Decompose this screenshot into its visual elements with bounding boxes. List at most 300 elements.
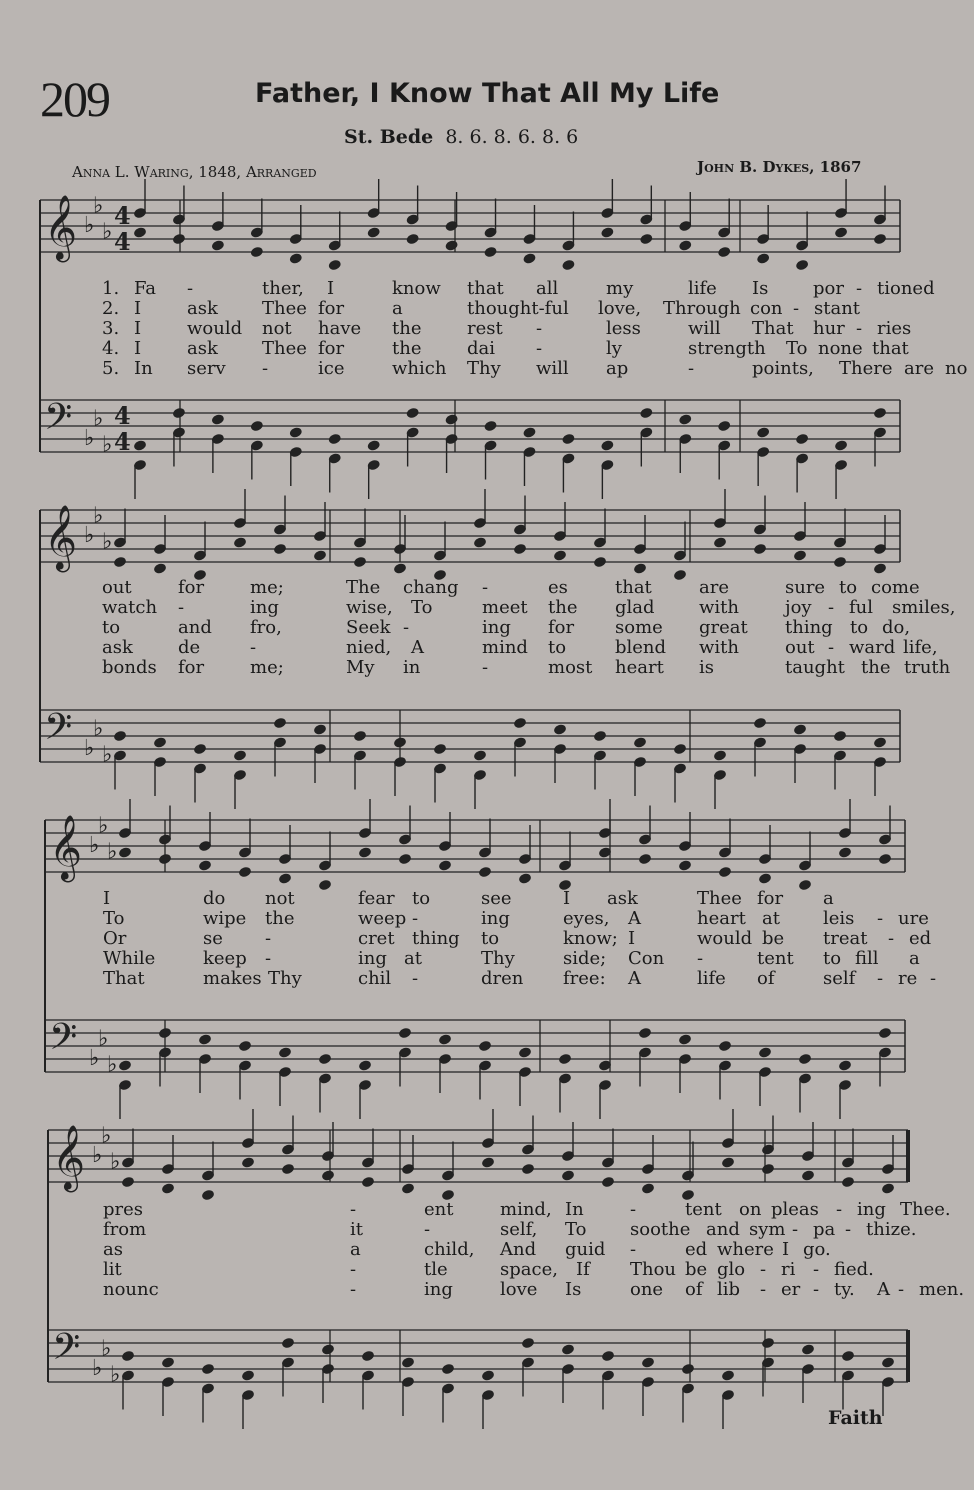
note-head [118,846,132,859]
note-head [561,433,575,446]
note-head [793,723,807,736]
lyric-syllable: I [134,338,142,359]
lyric-syllable: ful [849,597,874,618]
note-head [878,853,892,866]
lyric-syllable: - [760,1279,767,1300]
flat-icon: ♭ [107,1052,118,1078]
bass-clef-icon: 𝄢 [52,1326,81,1377]
lyric-syllable: men. [919,1279,965,1300]
note-head [133,226,147,239]
lyric-syllable: life [697,968,726,989]
flat-icon: ♭ [84,523,95,548]
flat-icon: ♭ [84,213,95,238]
lyric-syllable: - [813,1259,820,1280]
note-head [113,556,127,569]
flat-icon: ♭ [93,503,104,529]
lyric-syllable: ri [781,1259,796,1280]
note-head [321,1343,335,1356]
lyric-syllable: lib [717,1279,741,1300]
lyric-syllable: My [346,657,375,678]
treble-clef-icon: 𝄞 [49,815,83,880]
lyric-syllable: dai [467,338,496,359]
lyric-syllable: ly [606,338,622,359]
lyric-syllable: A [411,637,424,658]
note-head [638,853,652,866]
lyric-syllable: cret [358,928,395,949]
lyric-syllable: sure [785,577,826,598]
lyric-syllable: not [265,888,295,909]
lyric-syllable: life [688,278,717,299]
lyric-syllable: ask [187,338,218,359]
lyric-syllable: fill [855,948,879,969]
lyric-syllable: most [548,657,593,678]
lyric-syllable: tent [757,948,794,969]
note-head [233,749,247,762]
lyric-syllable: 3. [102,318,120,339]
lyric-syllable: - [265,928,272,949]
flat-icon: ♭ [98,1026,109,1052]
note-head [238,866,252,879]
note-head [473,536,487,549]
note-head [600,226,614,239]
lyric-syllable: To [786,338,808,359]
treble-clef-icon: 𝄞 [44,195,78,260]
lyric-syllable: To [411,597,433,618]
lyric-syllable: heart [697,908,746,929]
lyric-syllable: 5. [102,358,120,379]
lyric-syllable: - [828,597,835,618]
lyric-syllable: fro, [250,617,282,638]
lyric-syllable: in [403,657,421,678]
note-head [841,1350,855,1363]
lyric-syllable: serv [187,358,226,379]
flat-icon: ♭ [93,406,104,432]
lyric-syllable: - [403,617,410,638]
flat-icon: ♭ [107,839,118,865]
lyric-syllable: I [103,888,111,909]
lyric-syllable: ing [482,617,511,638]
lyric-syllable: ice [318,358,345,379]
lyric-syllable: sym [749,1219,786,1240]
lyric-syllable: would [697,928,753,949]
lyric-syllable: es [548,577,568,598]
note-head [834,439,848,452]
lyric-syllable: There [839,358,893,379]
lyric-syllable: the [392,338,422,359]
note-head [561,1343,575,1356]
note-head [250,420,264,433]
note-head [521,1337,535,1350]
lyric-syllable: none [818,338,863,359]
note-head [398,1027,412,1040]
time-signature: 4 [114,427,131,456]
note-head [593,730,607,743]
lyric-syllable: ed [909,928,932,949]
note-head [318,1053,332,1066]
lyric-syllable: Is [752,278,769,299]
note-head [553,723,567,736]
hymn-number: 209 [40,71,109,127]
note-head [713,749,727,762]
lyric-syllable: for [318,298,345,319]
lyric-syllable: - [845,1219,852,1240]
treble-clef-icon: 𝄞 [52,1125,86,1190]
flat-icon: ♭ [101,1336,112,1362]
lyric-syllable: from [103,1219,147,1240]
note-head [158,853,172,866]
note-head [438,1033,452,1046]
lyric-syllable: Thy [481,948,515,969]
lyric-syllable: thought-ful [467,298,569,319]
note-head [633,562,647,575]
lyric-syllable: To [565,1219,587,1240]
lyric-syllable: - [888,928,895,949]
note-head [717,246,731,259]
note-head [841,1176,855,1189]
time-signature: 4 [114,227,131,256]
note-head [718,866,732,879]
lyric-syllable: thing [785,617,833,638]
note-head [678,413,692,426]
lyric-syllable: - [262,358,269,379]
lyric-syllable: is [699,657,714,678]
lyric-syllable: - [793,298,800,319]
note-head [481,1369,495,1382]
note-head [833,556,847,569]
lyric-syllable: self [823,968,856,989]
note-head [718,1040,732,1053]
lyric-syllable: know [392,278,441,299]
note-head [721,1369,735,1382]
lyric-syllable: truth [904,657,951,678]
lyric-syllable: - [856,318,863,339]
note-head [250,246,264,259]
note-head [444,239,458,252]
note-head [401,1356,415,1369]
note-head [433,743,447,756]
lyric-syllable: do, [882,617,911,638]
lyric-syllable: The [346,577,381,598]
lyric-syllable: one [630,1279,664,1300]
lyric-syllable: Fa [134,278,156,299]
note-head [367,439,381,452]
bass-clef-icon: 𝄢 [44,396,73,447]
note-head [405,233,419,246]
lyric-syllable: know; [563,928,618,949]
lyric-syllable: a [909,948,920,969]
note-head [278,872,292,885]
flat-icon: ♭ [102,529,113,555]
note-head [873,736,887,749]
lyric-syllable: Thy [268,968,302,989]
note-head [513,717,527,730]
lyric-syllable: While [103,948,156,969]
lyric-syllable: dren [481,968,524,989]
flat-icon: ♭ [93,716,104,742]
lyric-syllable: soothe [630,1219,691,1240]
lyric-syllable: for [178,657,205,678]
words-credit: Anna L. Waring, 1848, Arranged [72,163,317,181]
note-head [328,259,342,272]
lyric-syllable: pa [813,1219,836,1240]
lyric-syllable: - [536,338,543,359]
note-head [473,749,487,762]
note-head [641,1182,655,1195]
lyric-syllable: - [350,1199,357,1220]
lyric-syllable: to [412,888,431,909]
note-head [678,859,692,872]
note-head [593,556,607,569]
note-head [172,233,186,246]
lyric-syllable: ing [857,1199,886,1220]
note-head [798,879,812,892]
lyric-syllable: mind, [500,1199,552,1220]
note-head [241,1156,255,1169]
note-head [211,413,225,426]
note-head [553,549,567,562]
lyric-syllable: great [699,617,748,638]
lyric-syllable: - [877,968,884,989]
note-head [233,536,247,549]
note-head [193,743,207,756]
note-head [367,226,381,239]
lyric-syllable: wise, [346,597,393,618]
lyric-syllable: with [699,597,739,618]
lyric-syllable: a [350,1239,361,1260]
lyric-syllable: child, [424,1239,475,1260]
note-head [753,717,767,730]
note-head [273,717,287,730]
note-head [361,1350,375,1363]
lyric-syllable: with [699,637,739,658]
lyric-syllable: That [103,968,145,989]
note-head [121,1350,135,1363]
lyric-syllable: That [752,318,794,339]
lyric-syllable: that [467,278,504,299]
note-head [281,1163,295,1176]
lyric-syllable: tle [424,1259,448,1280]
lyric-syllable: be [762,928,785,949]
lyric-syllable: - [412,968,419,989]
note-head [353,556,367,569]
lyric-syllable: weep [358,908,407,929]
lyric-syllable: con [750,298,783,319]
lyric-syllable: blend [615,637,667,658]
lyric-syllable: hur [813,318,845,339]
lyric-syllable: to [823,948,842,969]
lyric-syllable: - [760,1259,767,1280]
lyric-syllable: watch [102,597,158,618]
note-head [161,1356,175,1369]
lyric-syllable: meet [482,597,528,618]
lyric-syllable: heart [615,657,664,678]
note-head [753,543,767,556]
lyric-syllable: treat [823,928,868,949]
note-head [601,1350,615,1363]
note-head [121,1176,135,1189]
note-head [756,426,770,439]
lyric-syllable: stant [814,298,861,319]
lyric-syllable: Thee. [900,1199,951,1220]
lyric-syllable: to [839,577,858,598]
lyric-syllable: it [350,1219,363,1240]
lyric-syllable: chang [403,577,459,598]
note-head [793,549,807,562]
lyric-syllable: which [392,358,447,379]
note-head [522,252,536,265]
note-head [678,239,692,252]
lyric-syllable: mind [482,637,528,658]
lyric-syllable: ask [187,298,218,319]
lyric-syllable: 4. [102,338,120,359]
note-head [801,1169,815,1182]
note-head [198,859,212,872]
note-head [639,407,653,420]
lyric-syllable: - [828,637,835,658]
lyric-syllable: strength [688,338,766,359]
lyric-syllable: pres [103,1199,144,1220]
lyric-syllable: - [482,657,489,678]
lyric-syllable: of [685,1279,703,1300]
lyric-syllable: bonds [102,657,157,678]
lyric-syllable: not [262,318,292,339]
note-head [713,536,727,549]
lyric-syllable: guid [565,1239,606,1260]
lyric-syllable: that [615,577,652,598]
note-head [601,1176,615,1189]
flat-icon: ♭ [84,426,95,451]
lyric-syllable: Through [663,298,741,319]
lyric-syllable: rest [467,318,503,339]
meter: 8. 6. 8. 6. 8. 6 [445,126,579,148]
note-head [873,407,887,420]
note-head [833,730,847,743]
note-head [481,1156,495,1169]
lyric-syllable: - [836,1199,843,1220]
flat-icon: ♭ [98,813,109,839]
lyric-syllable: to [850,617,869,638]
note-head [798,1053,812,1066]
flat-icon: ♭ [89,1046,100,1071]
lyric-syllable: are [699,577,729,598]
treble-clef-icon: 𝄞 [44,505,78,570]
lyric-syllable: - [877,908,884,929]
note-head [328,433,342,446]
lyric-syllable: I [134,318,142,339]
lyric-syllable: glo [717,1259,746,1280]
note-head [133,439,147,452]
note-head [113,730,127,743]
lyric-syllable: would [187,318,243,339]
note-head [153,562,167,575]
lyric-syllable: Con [628,948,665,969]
note-head [881,1182,895,1195]
note-head [158,1027,172,1040]
lyric-syllable: tent [685,1199,722,1220]
lyric-syllable: In [134,358,153,379]
note-head [561,259,575,272]
lyric-syllable: a [823,888,834,909]
note-head [278,1046,292,1059]
lyric-syllable: out [785,637,815,658]
note-head [633,736,647,749]
note-head [361,1176,375,1189]
time-signature: 4 [114,401,131,430]
lyric-syllable: - [792,1219,799,1240]
lyric-syllable: self, [500,1219,538,1240]
note-head [483,246,497,259]
lyric-syllable: Thee [262,298,307,319]
lyric-syllable: leis [823,908,855,929]
note-head [172,407,186,420]
note-head [398,853,412,866]
note-head [281,1337,295,1350]
lyric-syllable: have [318,318,362,339]
note-head [313,723,327,736]
lyric-syllable: a [392,298,403,319]
note-head [600,439,614,452]
note-head [289,252,303,265]
note-head [678,1033,692,1046]
lyric-syllable: 2. [102,298,120,319]
lyric-syllable: for [757,888,784,909]
lyric-syllable: on [739,1199,762,1220]
note-head [561,1169,575,1182]
note-head [321,1169,335,1182]
note-head [673,743,687,756]
note-head [834,226,848,239]
flat-icon: ♭ [84,736,95,761]
flat-icon: ♭ [93,193,104,219]
lyric-syllable: Seek [346,617,391,638]
lyric-syllable: at [762,908,780,929]
note-head [153,736,167,749]
lyric-syllable: go. [803,1239,831,1260]
lyric-syllable: love, [598,298,642,319]
lyric-syllable: - [813,1279,820,1300]
note-head [758,872,772,885]
lyric-syllable: If [576,1259,590,1280]
lyric-syllable: of [757,968,775,989]
note-head [881,1356,895,1369]
lyric-syllable: and [706,1219,740,1240]
note-head [758,1046,772,1059]
lyric-syllable: to [548,637,567,658]
lyric-syllable: I [563,888,571,909]
lyric-syllable: no [945,358,968,379]
lyric-syllable: Is [565,1279,582,1300]
tune-name: St. Bede [344,126,434,148]
lyric-syllable: my [606,278,634,299]
note-head [289,426,303,439]
lyric-syllable: and [178,617,212,638]
lyric-syllable: I [327,278,335,299]
note-head [393,736,407,749]
flat-icon: ♭ [92,1143,103,1168]
lyric-syllable: free: [563,968,606,989]
lyric-syllable: - [536,318,543,339]
note-head [358,846,372,859]
lyric-syllable: se [203,928,223,949]
lyric-syllable: makes [203,968,262,989]
hymn-title: Father, I Know That All My Life [255,78,720,109]
note-head [681,1363,695,1376]
lyric-syllable: smiles, [892,597,956,618]
lyric-syllable: ing [481,908,510,929]
lyric-syllable: por [813,278,844,299]
lyric-syllable: Thee [262,338,307,359]
lyric-syllable: the [392,318,422,339]
